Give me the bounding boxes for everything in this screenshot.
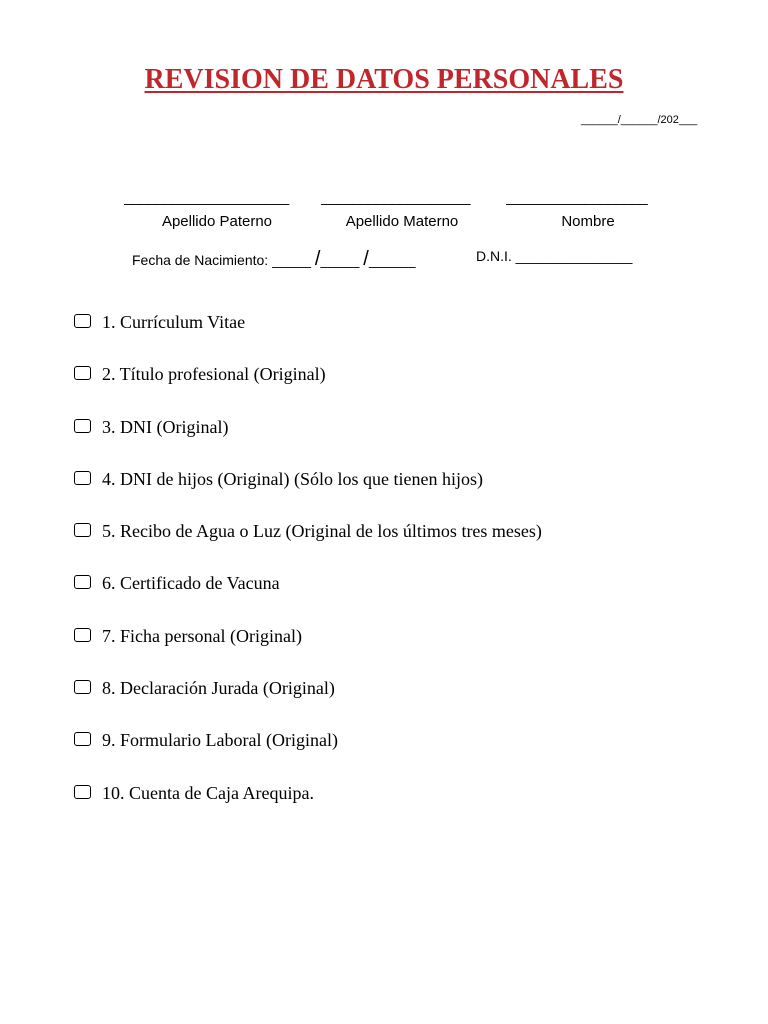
checklist-item-label: 4. DNI de hijos (Original) (Sólo los que tienen hijos) (102, 468, 483, 489)
date-separator: / (363, 248, 369, 270)
checklist-item (74, 361, 542, 413)
checklist-item-label: 3. DNI (Original) (102, 416, 229, 437)
apellido-paterno-label: Apellido Paterno (161, 213, 273, 230)
checklist-item (74, 780, 542, 832)
dni-label: D.N.I. (476, 248, 512, 264)
checklist-item (74, 675, 542, 727)
checklist-item-label: 10. Cuenta de Caja Arequipa. (102, 782, 314, 803)
nombre-label: Nombre (561, 213, 615, 230)
birth-day-field[interactable]: _____ (272, 252, 312, 268)
checklist-item (74, 570, 542, 622)
checkbox[interactable] (74, 785, 91, 799)
checklist-item-label: 5. Recibo de Agua o Luz (Original de los últimos tres meses) (102, 521, 542, 542)
checkbox[interactable] (74, 366, 91, 380)
checklist-item-label: 7. Ficha personal (Original) (102, 625, 302, 646)
checklist-item (74, 414, 542, 466)
date-line[interactable]: ______/______/202___ (581, 114, 698, 126)
apellido-materno-label: Apellido Materno (345, 213, 459, 230)
checklist-item (74, 623, 542, 675)
checklist-item (74, 309, 542, 361)
checkbox[interactable] (74, 314, 91, 328)
checkbox[interactable] (74, 628, 91, 642)
checkbox[interactable] (74, 419, 91, 433)
checklist-item-label: 2. Título profesional (Original) (102, 364, 326, 385)
nombre-field[interactable]: __________________ (506, 189, 648, 206)
birth-date-row (132, 248, 416, 271)
apellido-paterno-field[interactable]: _____________________ (124, 189, 289, 206)
dni-row (476, 248, 632, 264)
checkbox[interactable] (74, 575, 91, 589)
checklist-item (74, 466, 542, 518)
checkbox[interactable] (74, 680, 91, 694)
document-checklist (74, 309, 542, 832)
checkbox[interactable] (74, 471, 91, 485)
dni-field[interactable]: _______________ (515, 248, 633, 264)
checklist-item-label: 1. Currículum Vitae (102, 312, 246, 332)
birth-date-label: Fecha de Nacimiento: (132, 252, 269, 268)
checklist-item-label: 9. Formulario Laboral (Original) (102, 730, 338, 751)
checklist-item (74, 518, 542, 570)
checkbox[interactable] (74, 732, 91, 746)
checklist-item-label: 6. Certificado de Vacuna (102, 573, 280, 594)
checkbox[interactable] (74, 523, 91, 537)
apellido-materno-field[interactable]: ___________________ (321, 189, 471, 206)
date-separator: / (314, 248, 321, 270)
birth-year-field[interactable]: ______ (368, 252, 416, 268)
page-title: REVISION DE DATOS PERSONALES (144, 64, 624, 95)
birth-month-field[interactable]: _____ (320, 252, 360, 268)
checklist-item (74, 727, 542, 779)
checklist-item-label: 8. Declaración Jurada (Original) (102, 678, 335, 699)
